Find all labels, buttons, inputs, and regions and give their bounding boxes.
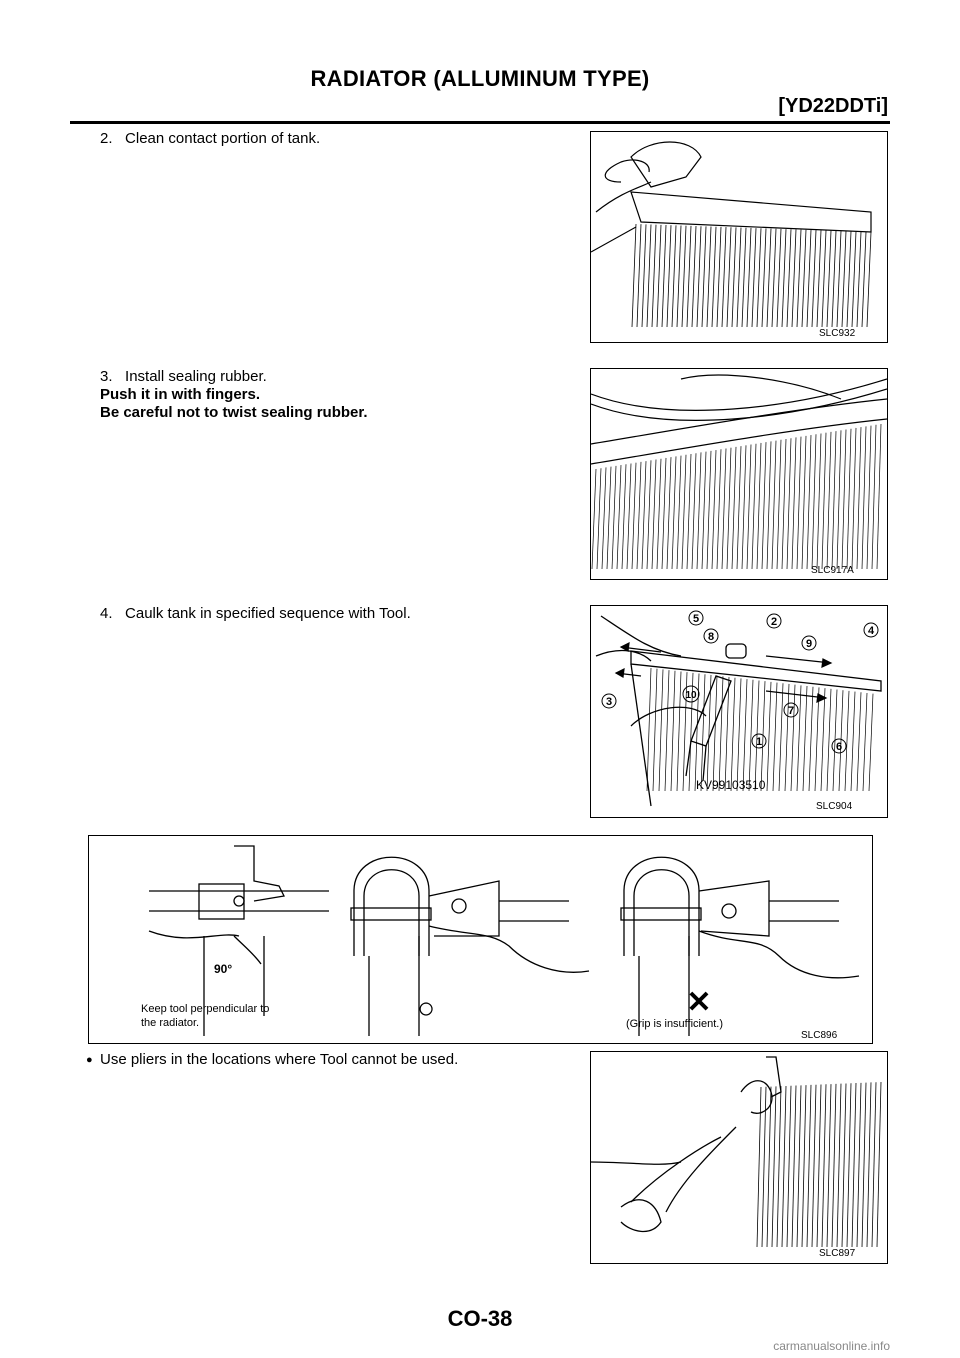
sequence-label: 3: [605, 696, 613, 708]
caption-line-2: the radiator.: [141, 1017, 200, 1029]
angle-label: 90°: [214, 962, 233, 976]
step-3-note-2: Be careful not to twist sealing rubber.: [100, 404, 368, 421]
step-text: Caulk tank in specified sequence with Tool.: [125, 605, 411, 622]
step-2: [100, 130, 320, 147]
sequence-label: 7: [787, 705, 795, 717]
figure-slc904: [590, 605, 888, 818]
pliers-illustration: [591, 1052, 887, 1263]
wrong-mark-icon: ✕: [686, 986, 712, 1019]
step-3-note-1: Push it in with fingers.: [100, 386, 261, 403]
header-rule: [70, 121, 890, 124]
figure-code: SLC917A: [811, 565, 854, 576]
tool-number: KV99103510: [696, 778, 766, 792]
step-4: [100, 605, 411, 622]
sequence-label: 6: [835, 741, 843, 753]
watermark: carmanualsonline.info: [773, 1339, 890, 1353]
page-title: RADIATOR (ALLUMINUM TYPE): [310, 66, 650, 91]
radiator-cleaning-illustration: [591, 132, 887, 342]
figure-code: SLC896: [801, 1030, 838, 1041]
step-number: 2.: [100, 130, 113, 147]
page-number: CO-38: [447, 1306, 513, 1331]
sequence-label: 4: [867, 625, 875, 637]
sequence-label: 9: [805, 638, 813, 650]
sequence-label: 8: [707, 631, 715, 643]
sequence-label: 2: [770, 616, 778, 628]
caulking-sequence-illustration: [591, 606, 887, 817]
bullet-text: Use pliers in the locations where Tool cannot be used.: [100, 1051, 459, 1068]
figure-code: SLC932: [819, 328, 856, 339]
figure-code: SLC897: [819, 1248, 856, 1259]
sequence-label: 1: [755, 736, 763, 748]
figure-slc917a: [590, 368, 888, 580]
step-text: Clean contact portion of tank.: [125, 130, 321, 147]
wrong-caption: (Grip is insufficient.): [626, 1018, 723, 1030]
step-3: [100, 368, 267, 385]
figure-slc896: [88, 835, 873, 1044]
figure-slc932: [590, 131, 888, 343]
sequence-label: 5: [692, 613, 700, 625]
bullet-dot-icon: ●: [86, 1054, 93, 1066]
engine-code: [YD22DDTi]: [778, 95, 888, 117]
sequence-markers: [602, 611, 878, 753]
sequence-label: 10: [685, 690, 697, 701]
sealing-rubber-illustration: [591, 369, 887, 579]
figure-slc897: [590, 1051, 888, 1264]
correct-mark-icon: ○: [416, 992, 436, 1025]
caption-line-1: Keep tool perpendicular to: [141, 1003, 270, 1015]
tool-grip-comparison-illustration: [89, 836, 872, 1043]
figure-code: SLC904: [816, 801, 853, 812]
step-text: Install sealing rubber.: [125, 368, 267, 385]
step-number: 3.: [100, 368, 113, 385]
step-number: 4.: [100, 605, 113, 622]
